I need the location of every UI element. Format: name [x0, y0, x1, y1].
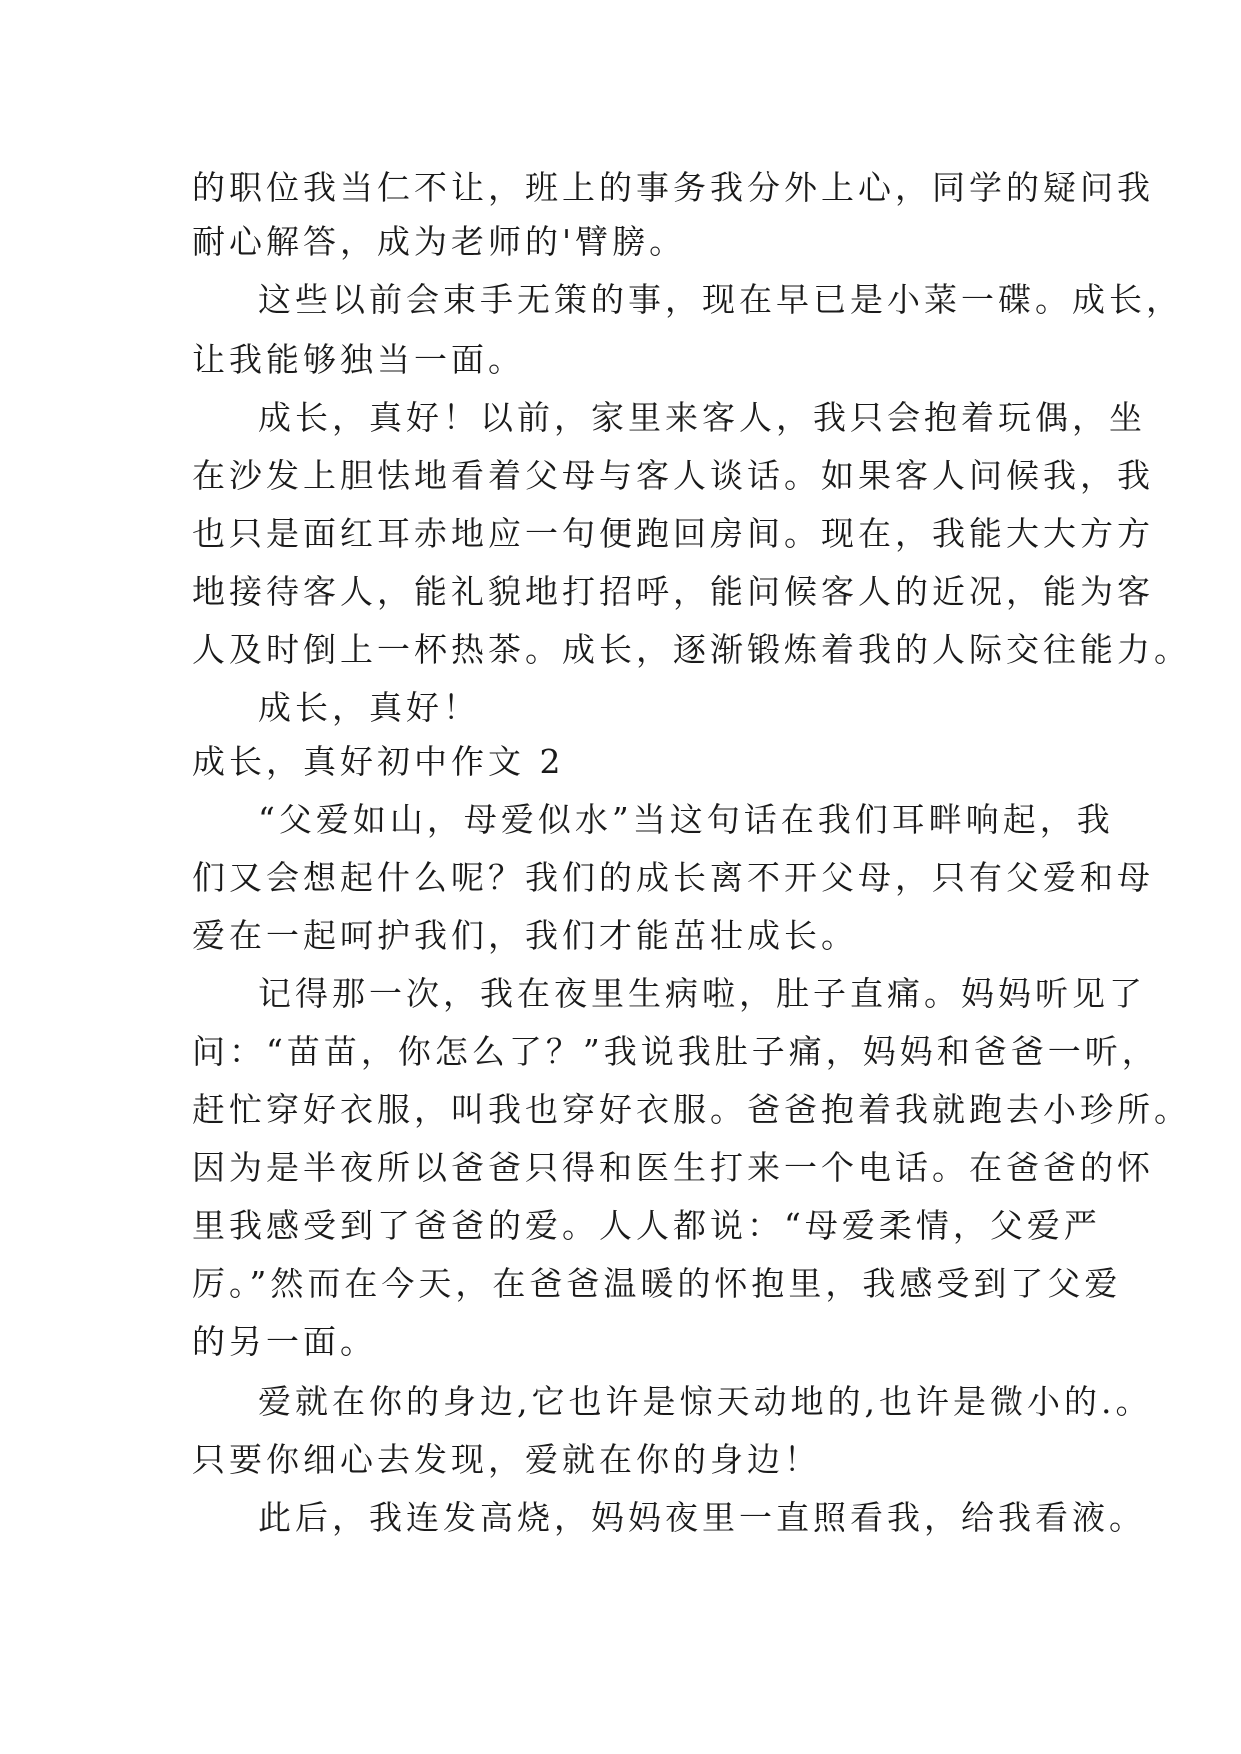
text-line: 问：“苗苗，你怎么了？”我说我肚子痛，妈妈和爸爸一听，: [192, 1032, 1159, 1071]
text-line: 只要你细心去发现，爱就在你的身边！: [192, 1440, 821, 1479]
text-line: 赶忙穿好衣服，叫我也穿好衣服。爸爸抱着我就跑去小珍所。: [192, 1090, 1191, 1129]
text-line: 这些以前会束手无策的事，现在早已是小菜一碟。成长，: [258, 280, 1183, 319]
text-line: 记得那一次，我在夜里生病啦，肚子直痛。妈妈听见了: [258, 974, 1146, 1013]
text-line: 里我感受到了爸爸的爱。人人都说：“母爱柔情，父爱严: [192, 1206, 1101, 1245]
text-line: 也只是面红耳赤地应一句便跑回房间。现在，我能大大方方: [192, 514, 1154, 553]
text-line: 的职位我当仁不让，班上的事务我分外上心，同学的疑问我: [192, 168, 1154, 207]
text-line: 耐心解答，成为老师的'臂膀。: [192, 222, 687, 261]
text-line: “父爱如山，母爱似水”当这句话在我们耳畔响起，我: [258, 800, 1114, 839]
text-line: 的另一面。: [192, 1322, 377, 1361]
text-line: 人及时倒上一杯热茶。成长，逐渐锻炼着我的人际交往能力。: [192, 630, 1191, 669]
text-line: 因为是半夜所以爸爸只得和医生打来一个电话。在爸爸的怀: [192, 1148, 1154, 1187]
text-line: 此后，我连发高烧，妈妈夜里一直照看我，给我看液。: [258, 1498, 1146, 1537]
text-line: 爱在一起呵护我们，我们才能茁壮成长。: [192, 916, 858, 955]
text-line: 厉。”然而在今天，在爸爸温暖的怀抱里，我感受到了父爱: [192, 1264, 1122, 1303]
text-line: 成长，真好！以前，家里来客人，我只会抱着玩偶，坐: [258, 398, 1146, 437]
text-line: 成长，真好！: [258, 688, 480, 727]
section-heading: 成长，真好初中作文 2: [192, 742, 565, 781]
text-line: 爱就在你的身边,它也许是惊天动地的,也许是微小的.。: [258, 1382, 1153, 1421]
text-line: 地接待客人，能礼貌地打招呼，能问候客人的近况，能为客: [192, 572, 1154, 611]
text-line: 在沙发上胆怯地看着父母与客人谈话。如果客人问候我，我: [192, 456, 1154, 495]
text-line: 们又会想起什么呢？我们的成长离不开父母，只有父爱和母: [192, 858, 1154, 897]
text-line: 让我能够独当一面。: [192, 340, 525, 379]
